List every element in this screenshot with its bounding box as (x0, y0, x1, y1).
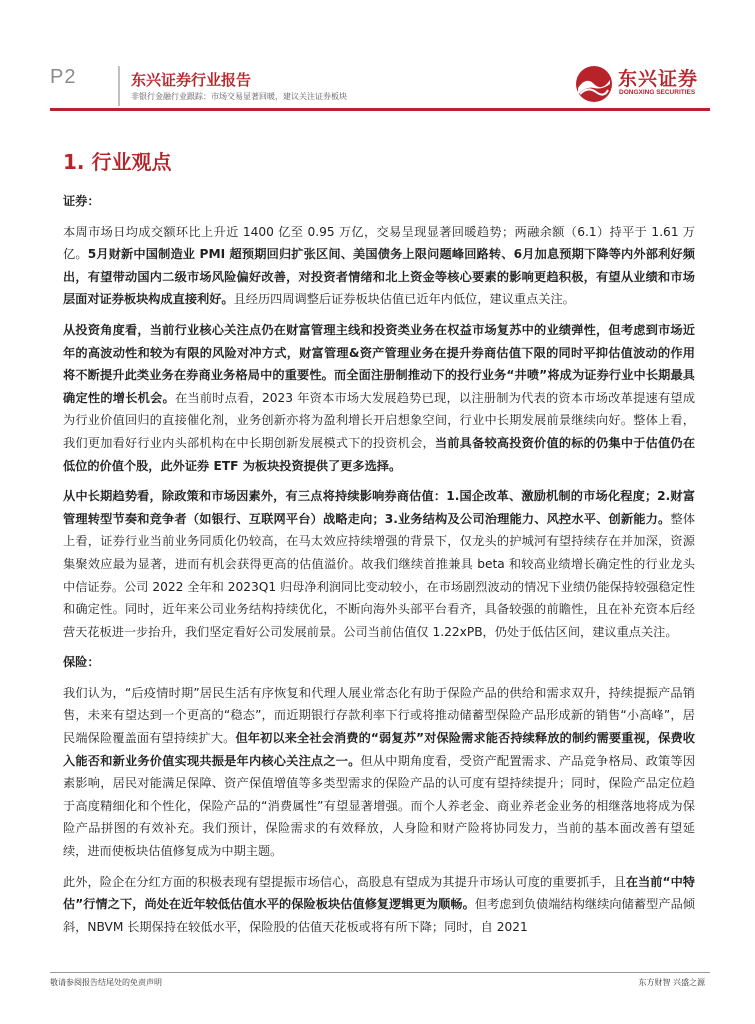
insurance-title: 保险： (63, 655, 100, 670)
text-run-bold: 5月财新中国制造业 PMI 超预期回归扩张区间、美国债务上限问题峰回路转、6月加息预期下降等内外部利好频出，有望带动国内二级市场风险偏好改善，对投资者情绪和北上资金等核心要素的影响更趋积极，有望从业绩和市场层面对证券板块构成直接利好。 (63, 247, 695, 307)
insurance-paragraph-1 (63, 682, 695, 863)
logo-text: 东兴证券 (618, 68, 699, 90)
report-subtitle: 非银行金融行业跟踪：市场交易显著回暖，建议关注证券板块 (131, 92, 347, 101)
text-run: 但从中期角度看，受资产配置需求、产品竞争格局、政策等因素影响，居民对能满足保障、资产保值增值等多类型需求的保险产品的认可度有望持续提升；同时，保险产品定位趋于高度精细化和个性化，保险产品的“消费属性”有望显著增强。而个人养老金、商业养老金业务的相继落地将成为保险产品拼图的有效补充。我们预计，保险需求的有效释放，人身险和财产险将协同发力，当前的基本面改善有望延续，进而使板块估值修复成为中期主题。 (63, 753, 696, 859)
text-run: 我们认为，“后疫情时期”居民生活有序恢复和代理人展业常态化有助于保险产品的供给和需求双升，持续提振产品销售，未来有望达到一个更高的“稳态”，而近期银行存款利率下行或将推动储蓄型保险产品形成新的销售“小高峰”，居民端保险覆盖面有望持续扩大。 (63, 685, 695, 746)
text-run: 整体上看，证券行业当前业务同质化仍较高，在马太效应持续增强的背景下，仅龙头的护城河有望持续存在并加深，资源集聚效应最为显著，进而有机会获得更高的估值溢价。故我们继续首推兼具 beta 和较高业绩增长确定性的行业龙头中信证券。公司 2022 全年和 2023Q1 归母净利润同比变动较小，在市场剧烈波动的情况下业绩仍能保持较强稳定性和确定性。同时，近年来公司业务结构持续优化，不断向海外头部平台看齐，具备较强的前瞻性，且在补充资本后经营天花板进一步抬升，我们坚定看好公司发展前景。公司当前估值仅 1.22xPB，仍处于低估区间，建议重点关注。 (63, 511, 696, 639)
text-run-bold: 从投资角度看，当前行业核心关注点仍在财富管理主线和投资类业务在权益市场复苏中的业绩弹性，但考虑到市场近年的高波动性和较为有限的风险对冲方式，财富管理&资产管理业务在提升券商估值下限的同时平抑估值波动的作用将不断提升此类业务在券商业务格局中的重要性。而全面注册制推动下的投行业务“井喷”将成为证券行业中长期最具确定性的增长机会。 (63, 322, 695, 405)
securities-paragraph-2 (63, 319, 695, 477)
text-run-bold: 但年初以来全社会消费的“弱复苏”对保险需求能否持续释放的制约需要重视，保费收入能否和新业务价值实现共振是年内核心关注点之一。 (63, 731, 695, 768)
footer-slogan: 东方财智 兴盛之源 (638, 978, 705, 987)
text-run-bold: 当前具备较高投资价值的标的仍集中于估值仍在低位的价值个股，此外证券 ETF 为板块投资提供了更多选择。 (63, 435, 696, 473)
text-run: 本周市场日均成交额环比上升近 1400 亿至 0.95 万亿，交易呈现显著回暖趋势；两融余额（6.1）持平于 1.61 万亿。 (63, 224, 695, 262)
report-title: 东兴证券行业报告 (131, 71, 252, 89)
securities-paragraph-1 (63, 221, 695, 311)
dongxing-logo (574, 62, 709, 106)
securities-title: 证券： (63, 194, 100, 208)
text-run: 且经历四周调整后证券板块估值已近年内低位，建议重点关注。 (233, 292, 575, 307)
page-number: P2 (50, 66, 77, 88)
dongxing-logo-mark-icon (574, 64, 614, 104)
report-body (63, 190, 695, 946)
header-divider (118, 66, 120, 106)
insurance-paragraph-2 (63, 871, 695, 939)
text-run: 此外，险企在分红方面的积极表现有望提振市场信心，高股息有望成为其提升市场认可度的重要抓手，且 (63, 874, 626, 889)
securities-paragraph-3 (63, 485, 695, 643)
footer-rule (50, 972, 710, 973)
text-run: 在当前时点看，2023 年资本市场大发展趋势已现，以注册制为代表的资本市场改革提速有望成为行业价值回归的直接催化剂，业务创新亦将为盈利增长开启想象空间，行业中长期发展前景继续向好。整体上看，我们更加看好行业内头部机构在中长期创新发展模式下的投资机会， (63, 390, 696, 450)
section-heading: 1. 行业观点 (63, 150, 172, 174)
logo-english: DONGXING SECURITIES (619, 89, 696, 96)
text-run: 但考虑到负债端结构继续向储蓄型产品倾斜，NBVM 长期保持在较低水平，保险股的估值天花板或将有所下降；同时，自 2021 (63, 897, 695, 934)
text-run-bold: 从中长期趋势看，除政策和市场因素外，有三点将持续影响券商估值：1.国企改革、激励机制的市场化程度；2.财富管理转型节奏和竞争者（如银行、互联网平台）战略走向；3.业务结构及公司治理能力、风控水平、创新能力。 (63, 489, 695, 526)
footer-disclaimer: 敬请参阅报告结尾处的免责声明 (50, 978, 162, 987)
text-run-bold: 在当前“中特估”行情之下，尚处在近年较低估值水平的保险板块估值修复逻辑更为顺畅。 (63, 874, 695, 912)
header-rule (50, 108, 710, 111)
